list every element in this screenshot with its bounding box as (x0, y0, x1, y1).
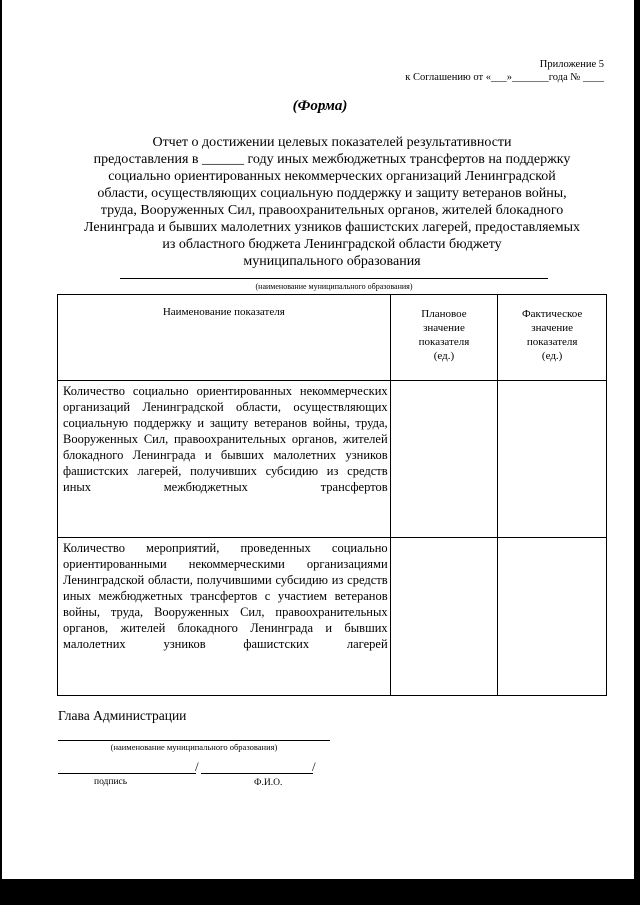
header-actual-line: (ед.) (541, 350, 563, 362)
report-title-line: труда, Вооруженных Сил, правоохранительных органов, жителей блокадного (100, 203, 564, 218)
report-title-line: социально ориентированных некоммерческих организаций Ленинградской (108, 169, 556, 184)
fio-separator: / (312, 759, 316, 774)
signature-caption: подпись (94, 777, 128, 787)
signature-municipality-line (58, 740, 330, 741)
actual-value-cell[interactable] (498, 538, 607, 696)
signature-municipality-caption: (наименование муниципального образования) (110, 742, 278, 752)
header-actual-value (498, 295, 607, 381)
scan-border-right (634, 0, 640, 905)
report-title (52, 134, 612, 270)
indicators-table (57, 294, 607, 696)
planned-value-cell[interactable] (390, 381, 498, 538)
planned-value-cell[interactable] (390, 538, 498, 696)
appendix-note (405, 58, 604, 84)
municipality-name-line (120, 278, 548, 279)
table-row (58, 381, 607, 538)
municipality-caption: (наименование муниципального образования) (255, 282, 413, 291)
report-title-line: предоставления в ______ году иных межбюджетных трансфертов на поддержку (93, 152, 571, 167)
header-planned-line: Плановое (421, 308, 467, 320)
appendix-number: Приложение 5 (539, 59, 604, 70)
report-title-line: муниципального образования (243, 254, 421, 269)
report-title-line: области, осуществляющих социальную поддержку и защиту ветеранов войны, (97, 186, 567, 201)
report-title-line: Отчет о достижении целевых показателей результативности (152, 135, 512, 150)
scan-border-bottom (0, 879, 640, 905)
header-planned-line: значение (423, 322, 465, 334)
header-actual-line: Фактическое (521, 308, 583, 320)
header-planned-value (390, 295, 498, 381)
fio-line (201, 773, 313, 774)
form-title: (Форма) (292, 98, 348, 114)
scan-border-left (0, 0, 2, 905)
header-actual-line: показателя (526, 336, 578, 348)
fio-caption: Ф.И.О. (254, 778, 283, 788)
actual-value-cell[interactable] (498, 381, 607, 538)
indicator-name-cell (58, 538, 391, 696)
signature-separator: / (195, 759, 199, 774)
header-actual-line: значение (531, 322, 574, 334)
indicator-name: Количество социально ориентированных некоммерческих организаций Ленинградской области, осуществляющих социальную поддержку и защиту ветеранов войны, труда, Вооруженных Сил, правоохранительных органов, жителей блокадного Ленинграда и бывших малолетних узников фашистских лагерей, получивших субсидию из средств иных межбюджетных трансфертов (63, 384, 388, 494)
report-title-line: из областного бюджета Ленинградской области бюджету (162, 237, 502, 252)
head-of-administration-label: Глава Администрации (58, 708, 187, 723)
header-planned-line: (ед.) (433, 350, 455, 362)
header-planned-line: показателя (418, 336, 470, 348)
header-indicator-name: Наименование показателя (58, 295, 391, 381)
appendix-agreement-ref: к Соглашению от «___»_______года № ____ (405, 72, 604, 83)
report-title-line: Ленинграда и бывших малолетних узников фашистских лагерей, предоставляемых (84, 220, 580, 235)
table-row (58, 538, 607, 696)
indicator-name-cell (58, 381, 391, 538)
indicator-name: Количество мероприятий, проведенных социально ориентированными некоммерческими организациями Ленинградской области, получившими субсидию из средств иных межбюджетных трансфертов с участием ветеранов войны, труда, Вооруженных Сил, правоохранительных органов, жителей блокадного Ленинграда и бывших малолетних узников фашистских лагерей (63, 541, 388, 651)
table-header-row (58, 295, 607, 381)
signature-line (58, 773, 196, 774)
